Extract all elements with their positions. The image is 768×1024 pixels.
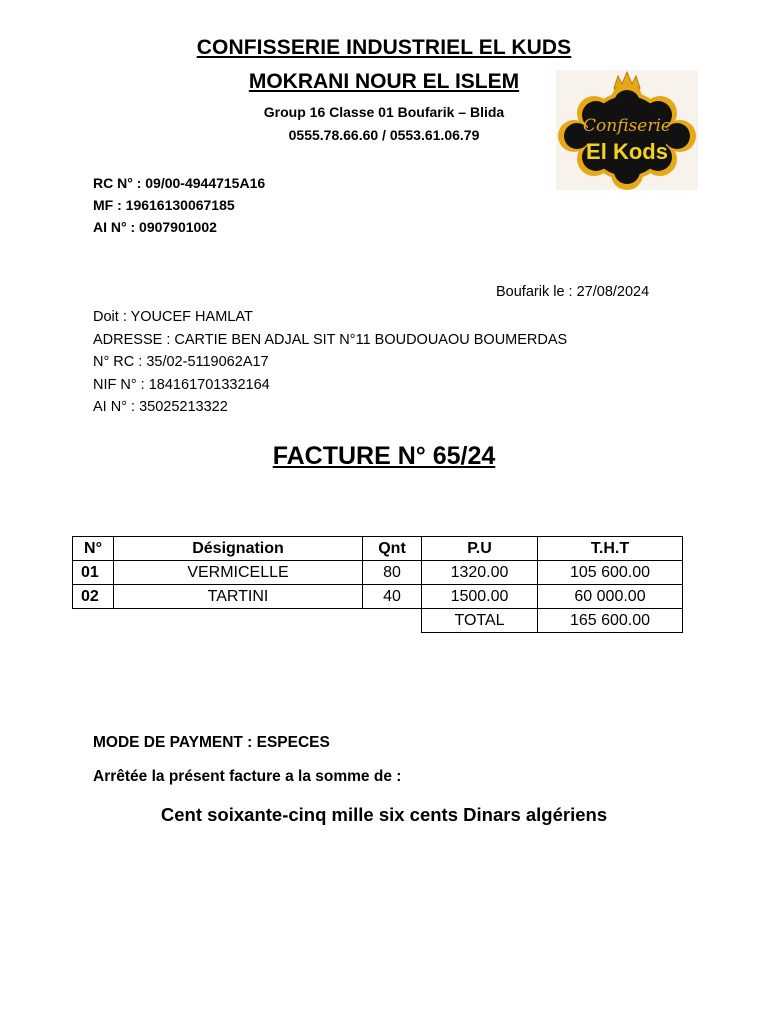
client-block xyxy=(93,306,567,419)
table-row xyxy=(73,585,683,609)
registration-block xyxy=(93,172,265,238)
table-row xyxy=(73,561,683,585)
total-label: TOTAL xyxy=(422,609,538,633)
header-unit-price: P.U xyxy=(422,537,538,561)
row-number: 02 xyxy=(73,585,114,609)
logo-brand-text: El Kods xyxy=(586,139,668,164)
company-address: Group 16 Classe 01 Boufarik – Blida xyxy=(263,104,505,120)
row-quantity: 40 xyxy=(363,585,422,609)
total-value: 165 600.00 xyxy=(538,609,683,633)
header-total-ht: T.H.T xyxy=(538,537,683,561)
client-ai: AI N° : 35025213322 xyxy=(93,399,228,415)
header-quantity: Qnt xyxy=(363,537,422,561)
amount-in-words: Cent soixante-cinq mille six cents Dinars algériens xyxy=(160,804,608,825)
row-unit-price: 1320.00 xyxy=(422,561,538,585)
items-table xyxy=(72,536,683,633)
payment-mode: MODE DE PAYMENT : ESPECES xyxy=(93,734,330,751)
table-header-row xyxy=(73,537,683,561)
row-total: 60 000.00 xyxy=(538,585,683,609)
row-unit-price: 1500.00 xyxy=(422,585,538,609)
row-number: 01 xyxy=(73,561,114,585)
row-quantity: 80 xyxy=(363,561,422,585)
rc-number: RC N° : 09/00-4944715A16 xyxy=(93,175,266,191)
invoice-title: FACTURE N° 65/24 xyxy=(272,442,496,470)
owner-name: MOKRANI NOUR EL ISLEM xyxy=(248,70,520,93)
ai-number: AI N° : 0907901002 xyxy=(93,219,217,235)
arrete-statement: Arrêtée la présent facture a la somme de : xyxy=(93,768,402,785)
company-phones: 0555.78.66.60 / 0553.61.06.79 xyxy=(288,127,480,143)
mf-number: MF : 19616130067185 xyxy=(93,197,235,213)
logo-script-text: Confiserie xyxy=(583,116,671,136)
company-name: CONFISSERIE INDUSTRIEL EL KUDS xyxy=(196,36,572,59)
company-logo xyxy=(556,70,698,190)
row-designation: TARTINI xyxy=(114,585,363,609)
row-designation: VERMICELLE xyxy=(114,561,363,585)
header-number: N° xyxy=(73,537,114,561)
client-address: ADRESSE : CARTIE BEN ADJAL SIT N°11 BOUDOUAOU BOUMERDAS xyxy=(93,331,568,348)
table-total-row xyxy=(73,609,683,633)
row-total: 105 600.00 xyxy=(538,561,683,585)
client-name: Doit : YOUCEF HAMLAT xyxy=(93,309,253,325)
logo-graphic xyxy=(556,70,698,190)
client-rc: N° RC : 35/02-5119062A17 xyxy=(93,354,269,370)
badge-shape xyxy=(558,84,696,190)
header-designation: Désignation xyxy=(114,537,363,561)
client-nif: NIF N° : 184161701332164 xyxy=(93,376,270,393)
invoice-date: Boufarik le : 27/08/2024 xyxy=(496,284,650,300)
